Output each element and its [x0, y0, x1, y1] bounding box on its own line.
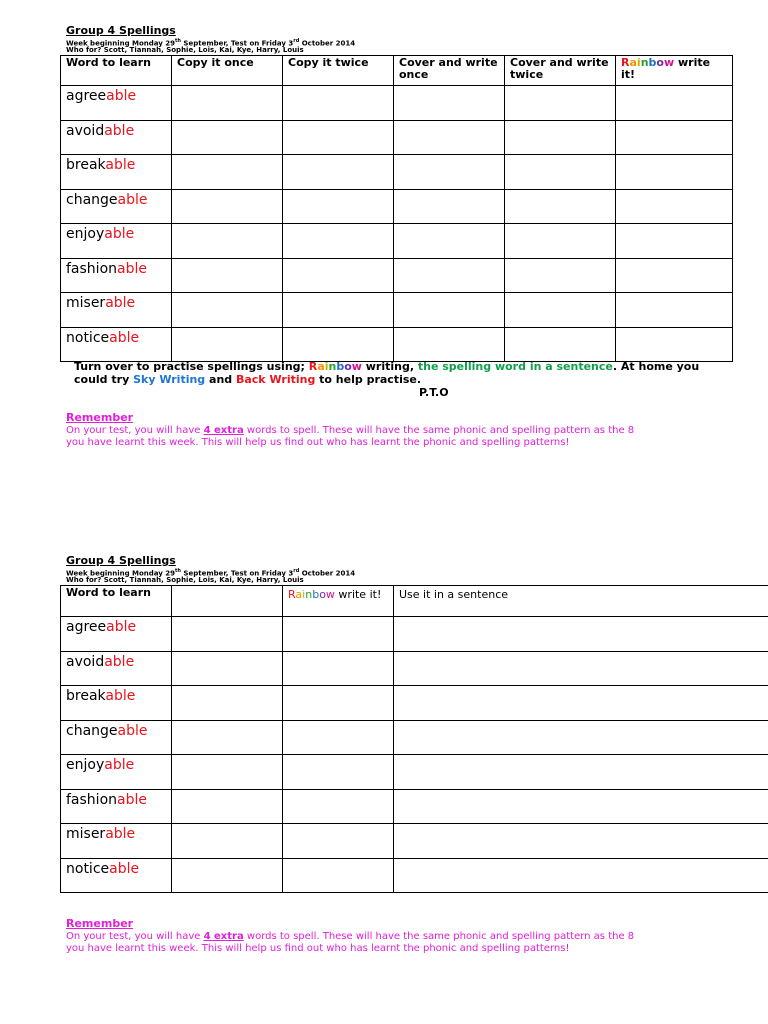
- practice-cell[interactable]: [505, 258, 616, 293]
- practice-cell[interactable]: [505, 86, 616, 121]
- practice-cell[interactable]: [172, 720, 283, 755]
- word-cell: [61, 327, 172, 362]
- header-word-to-learn: Word to learn: [61, 586, 172, 617]
- header-cover-once: Cover and write once: [394, 56, 505, 86]
- worksheet1-remember-text: On your test, you will have 4 extra words to spell. These will have the same phonic and spelling pattern as the 8 you have learnt this week. This will help us find out who has learnt the phonic and spelling patterns!: [66, 425, 635, 448]
- practice-cell[interactable]: [172, 86, 283, 121]
- word-stem: break: [66, 157, 106, 173]
- word-stem: change: [66, 722, 118, 739]
- worksheet2-title: Group 4 Spellings: [66, 554, 176, 567]
- practice-cell[interactable]: [505, 155, 616, 190]
- practice-cell[interactable]: [172, 686, 283, 721]
- practice-cell[interactable]: [172, 858, 283, 893]
- word-row: [61, 617, 768, 652]
- practice-cell[interactable]: [505, 120, 616, 155]
- practice-cell[interactable]: [616, 224, 733, 259]
- word-suffix: able: [104, 226, 135, 242]
- header-cover-twice: Cover and write twice: [505, 56, 616, 86]
- word-cell: [61, 720, 172, 755]
- practice-cell[interactable]: [172, 824, 283, 859]
- word-row: [61, 651, 768, 686]
- word-suffix: able: [104, 757, 135, 773]
- practice-cell[interactable]: [394, 617, 768, 652]
- word-cell: [61, 858, 172, 893]
- practice-cell[interactable]: [172, 224, 283, 259]
- practice-cell[interactable]: [616, 258, 733, 293]
- practice-cell[interactable]: [283, 686, 394, 721]
- practice-cell[interactable]: [172, 789, 283, 824]
- practice-cell[interactable]: [283, 86, 394, 121]
- word-row: [61, 720, 768, 755]
- word-row: [61, 686, 768, 721]
- word-cell: [61, 755, 172, 790]
- practice-cell[interactable]: [283, 858, 394, 893]
- practice-cell[interactable]: [394, 258, 505, 293]
- practice-cell[interactable]: [394, 327, 505, 362]
- word-cell: [61, 189, 172, 224]
- practice-cell[interactable]: [394, 224, 505, 259]
- practice-cell[interactable]: [394, 789, 768, 824]
- practice-cell[interactable]: [616, 155, 733, 190]
- word-stem: agree: [66, 619, 107, 635]
- worksheet1-title: Group 4 Spellings: [66, 24, 176, 37]
- header-word-to-learn: Word to learn: [61, 56, 172, 86]
- worksheet1-remember-title: Remember: [66, 411, 134, 424]
- word-stem: enjoy: [66, 757, 105, 773]
- practice-cell[interactable]: [283, 120, 394, 155]
- word-suffix: able: [109, 329, 140, 346]
- word-stem: notice: [66, 329, 110, 346]
- word-row: [61, 120, 733, 155]
- practice-cell[interactable]: [283, 258, 394, 293]
- word-row: [61, 155, 733, 190]
- practice-cell[interactable]: [394, 824, 768, 859]
- practice-cell[interactable]: [283, 327, 394, 362]
- word-row: [61, 858, 768, 893]
- practice-cell[interactable]: [283, 824, 394, 859]
- practice-cell[interactable]: [172, 327, 283, 362]
- worksheet2-header-row: [61, 586, 768, 617]
- practice-cell[interactable]: [172, 755, 283, 790]
- word-suffix: able: [105, 157, 136, 173]
- header-use-in-sentence: Use it in a sentence: [394, 586, 768, 617]
- worksheet2-remember-title: Remember: [66, 917, 134, 930]
- practice-cell[interactable]: [394, 858, 768, 893]
- practice-cell[interactable]: [616, 293, 733, 328]
- word-row: [61, 789, 768, 824]
- practice-cell[interactable]: [283, 189, 394, 224]
- practice-cell[interactable]: [394, 293, 505, 328]
- practice-cell[interactable]: [283, 720, 394, 755]
- header-copy-once: Copy it once: [172, 56, 283, 86]
- word-cell: [61, 258, 172, 293]
- practice-cell[interactable]: [505, 327, 616, 362]
- word-suffix: able: [117, 722, 148, 739]
- practice-cell[interactable]: [505, 293, 616, 328]
- practice-cell[interactable]: [172, 617, 283, 652]
- practice-cell[interactable]: [616, 86, 733, 121]
- practice-cell[interactable]: [394, 755, 768, 790]
- practice-cell[interactable]: [616, 327, 733, 362]
- practice-cell[interactable]: [616, 189, 733, 224]
- word-suffix: able: [106, 88, 137, 104]
- worksheet2-week-info: Week beginning Monday 29th September, Test on Friday 3rd October 2014: [66, 568, 356, 578]
- word-cell: [61, 686, 172, 721]
- word-stem: agree: [66, 88, 107, 104]
- word-cell: [61, 824, 172, 859]
- practice-cell[interactable]: [172, 189, 283, 224]
- practice-cell[interactable]: [394, 651, 768, 686]
- worksheet1-pto: P.T.O: [419, 386, 449, 399]
- header-blank: [172, 586, 283, 617]
- word-cell: [61, 293, 172, 328]
- practice-cell[interactable]: [172, 258, 283, 293]
- worksheet2-remember-text: On your test, you will have 4 extra words to spell. These will have the same phonic and spelling pattern as the 8 you have learnt this week. This will help us find out who has learnt the phonic and spelling patterns!: [66, 931, 635, 954]
- practice-cell[interactable]: [172, 155, 283, 190]
- word-suffix: able: [105, 688, 136, 704]
- worksheet2-who-for: Who for? Scott, Tiannah, Sophie, Lois, Kai, Kye, Harry, Louis: [66, 576, 304, 584]
- practice-cell[interactable]: [394, 120, 505, 155]
- practice-cell[interactable]: [172, 651, 283, 686]
- header-rainbow-write: Rainbow write it!: [283, 586, 394, 617]
- practice-cell[interactable]: [283, 651, 394, 686]
- word-stem: fashion: [66, 260, 118, 277]
- word-stem: enjoy: [66, 226, 105, 242]
- word-stem: change: [66, 191, 118, 208]
- word-cell: [61, 86, 172, 121]
- practice-cell[interactable]: [283, 293, 394, 328]
- word-cell: [61, 155, 172, 190]
- worksheet1-week-info: Week beginning Monday 29th September, Test on Friday 3rd October 2014: [66, 38, 356, 48]
- word-suffix: able: [117, 260, 147, 277]
- header-rainbow-write: Rainbow write it!: [616, 56, 733, 86]
- word-suffix: able: [105, 295, 136, 311]
- practice-cell[interactable]: [616, 120, 733, 155]
- practice-cell[interactable]: [283, 224, 394, 259]
- word-cell: [61, 617, 172, 652]
- practice-cell[interactable]: [394, 720, 768, 755]
- worksheet1-instructions: Turn over to practise spellings using; Rainbow writing, the spelling word in a sentence. At home you could try Sky Writing and Back Writing to help practise.: [74, 360, 700, 386]
- word-cell: [61, 224, 172, 259]
- worksheet1-who-for: Who for? Scott, Tiannah, Sophie, Lois, Kai, Kye, Harry, Louis: [66, 46, 304, 54]
- worksheet1-header-row: [61, 56, 733, 86]
- word-suffix: able: [104, 653, 135, 670]
- practice-cell[interactable]: [283, 155, 394, 190]
- word-stem: miser: [66, 826, 106, 842]
- practice-cell[interactable]: [394, 155, 505, 190]
- word-row: [61, 327, 733, 362]
- practice-cell[interactable]: [283, 755, 394, 790]
- word-stem: break: [66, 688, 106, 704]
- word-suffix: able: [104, 122, 135, 139]
- practice-cell[interactable]: [505, 189, 616, 224]
- worksheet1-table: [60, 55, 733, 362]
- word-stem: miser: [66, 295, 106, 311]
- word-suffix: able: [117, 791, 147, 808]
- worksheet2-table: [60, 585, 768, 893]
- word-stem: avoid: [66, 122, 105, 139]
- practice-cell[interactable]: [283, 617, 394, 652]
- practice-cell[interactable]: [172, 120, 283, 155]
- word-row: [61, 755, 768, 790]
- practice-cell[interactable]: [505, 224, 616, 259]
- word-row: [61, 293, 733, 328]
- word-row: [61, 224, 733, 259]
- practice-cell[interactable]: [394, 86, 505, 121]
- word-stem: avoid: [66, 653, 105, 670]
- word-cell: [61, 651, 172, 686]
- word-cell: [61, 120, 172, 155]
- header-copy-twice: Copy it twice: [283, 56, 394, 86]
- word-row: [61, 189, 733, 224]
- practice-cell[interactable]: [283, 789, 394, 824]
- word-stem: notice: [66, 860, 110, 877]
- word-row: [61, 824, 768, 859]
- word-suffix: able: [117, 191, 148, 208]
- word-row: [61, 86, 733, 121]
- practice-cell[interactable]: [394, 189, 505, 224]
- practice-cell[interactable]: [172, 293, 283, 328]
- word-stem: fashion: [66, 791, 118, 808]
- word-cell: [61, 789, 172, 824]
- word-suffix: able: [109, 860, 140, 877]
- word-row: [61, 258, 733, 293]
- word-suffix: able: [106, 619, 137, 635]
- word-suffix: able: [105, 826, 136, 842]
- practice-cell[interactable]: [394, 686, 768, 721]
